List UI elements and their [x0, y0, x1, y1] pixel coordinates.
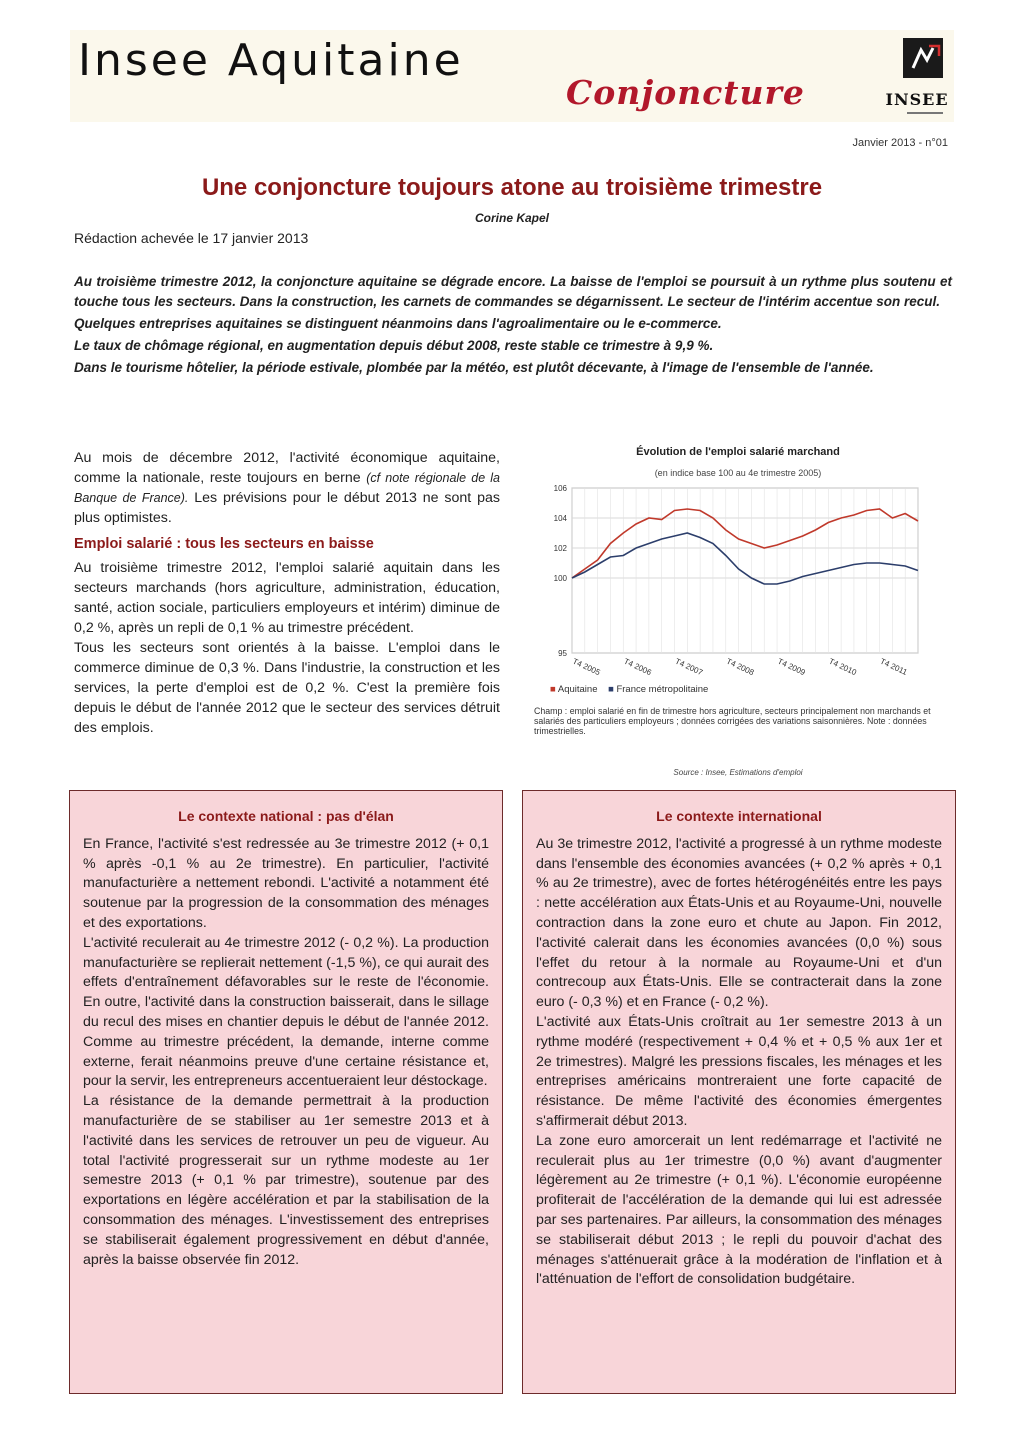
- masthead: [70, 30, 954, 122]
- international-paragraph: Au 3e trimestre 2012, l'activité a progressé à un rythme modeste dans l'ensemble des économies avancées (+ 0,2 % après + 0,1 % au 2e trimestre), avec de fortes hétérogénéités entre les pays : nette accélération aux États-Unis et au Royaume-Uni, nouvelle contraction dans la zone euro et chute au Japon. Fin 2012, l'activité calerait dans les économies avancées (0,0 %) sous l'effet du retour à la normale au Royaume-Uni et d'un contrecoup aux États-Unis. Elle se contracterait dans la zone euro (- 0,3 %) et en France (- 0,2 %).: [536, 835, 942, 1011]
- international-paragraph: L'activité aux États-Unis croîtrait au 1er semestre 2013 à un rythme modéré (respectivement + 0,4 % et + 0,5 % aux 1er et 2e trimestres). Malgré les pressions fiscales, les ménages et les entreprises américains montreraient une forte capacité de résistance. De même l'activité des économies émergentes s'affirmerait début 2013.: [536, 1013, 942, 1129]
- y-tick-label: 102: [553, 544, 567, 553]
- chart-plot: [530, 478, 946, 683]
- international-context-title: Le contexte international: [656, 808, 822, 824]
- article-abstract: [74, 272, 952, 380]
- redaction-date: Rédaction achevée le 17 janvier 2013: [74, 230, 309, 246]
- x-tick-label: T4 2008: [724, 656, 756, 678]
- legend-france-label: France métropolitaine: [616, 684, 709, 695]
- chart-title: Évolution de l'emploi salarié marchand: [636, 446, 840, 458]
- section-paragraph: Au troisième trimestre 2012, l'emploi salarié aquitain dans les secteurs marchands (hors agriculture, administration, éducation, santé, action sociale, particuliers employeurs et intérim) diminue de 0,2 %, après un repli de 0,1 % au trimestre précédent.: [74, 560, 500, 636]
- intro-text: Au mois de décembre 2012, l'activité économique aquitaine, comme la nationale, reste toujours en berne: [74, 450, 500, 486]
- intro-paragraph: [74, 448, 500, 528]
- brand-title: Insee Aquitaine: [78, 35, 464, 86]
- insee-logo: [885, 36, 949, 120]
- x-tick-label: T4 2006: [622, 656, 653, 678]
- abstract-paragraph: Quelques entreprises aquitaines se distinguent néanmoins dans l'agroalimentaire ou le e-commerce.: [74, 316, 722, 331]
- x-tick-label: T4 2011: [878, 656, 909, 677]
- international-context-box: [522, 790, 956, 1394]
- intro-note: (cf note régionale de la Banque de France).: [74, 471, 501, 505]
- intro-end: Les prévisions pour le début 2013 ne sont pas plus optimistes.: [74, 490, 500, 526]
- y-tick-label: 106: [553, 484, 567, 493]
- national-paragraph: La résistance de la demande permettrait à la production manufacturière de se stabiliser au 1er semestre 2013 et à l'activité dans les services de retrouver un peu de vigueur. Au total l'activité progresserait sur un rythme modeste au 1er semestre 2013 (+ 0,1 % par trimestre), soutenue par des exportations en légère accélération et par la stabilisation de la consommation des ménages. L'investissement des entreprises se stabiliserait également progressivement en début d'année, après la baisse observée fin 2012.: [83, 1093, 489, 1268]
- x-tick-label: T4 2010: [827, 656, 858, 678]
- insee-logo-text: INSEE: [885, 90, 949, 109]
- section-heading: Emploi salarié : tous les secteurs en baisse: [74, 536, 374, 552]
- plot-area: [572, 488, 918, 653]
- national-context-box: [69, 790, 503, 1394]
- national-paragraph: En France, l'activité s'est redressée au 3e trimestre 2012 (+ 0,1 % après -0,1 % au 2e trimestre). En particulier, l'activité manufacturière a nettement rebondi. L'activité a notamment été soutenue par la progression de la consommation des ménages et des exportations.: [83, 835, 489, 931]
- left-column: [74, 448, 500, 738]
- x-tick-label: T4 2005: [571, 656, 602, 678]
- article-title: Une conjoncture toujours atone au troisième trimestre: [201, 174, 823, 201]
- legend-aquitaine-label: Aquitaine: [557, 684, 598, 695]
- y-tick-label: 100: [553, 574, 567, 583]
- issue-number: Janvier 2013 - n°01: [852, 137, 948, 149]
- logo-underline: [907, 112, 943, 114]
- chart-legend: [550, 684, 708, 695]
- national-context-title: Le contexte national : pas d'élan: [178, 808, 394, 824]
- y-tick-label: 104: [553, 514, 567, 523]
- chart-subtitle: (en indice base 100 au 4e trimestre 2005): [654, 468, 822, 478]
- article-author: Corine Kapel: [474, 211, 549, 225]
- x-tick-label: T4 2009: [776, 656, 807, 678]
- y-tick-label: 95: [558, 649, 567, 658]
- employment-chart: [530, 440, 946, 777]
- insee-logo-icon: [903, 38, 943, 78]
- abstract-paragraph: Le taux de chômage régional, en augmentation depuis début 2008, reste stable ce trimestre à 9,9 %.: [74, 338, 714, 353]
- legend-france-marker: ■: [608, 684, 614, 695]
- chart-note: Champ : emploi salarié en fin de trimestre hors agriculture, secteurs principalement non marchands et salariés des particuliers employeurs ; données corrigées des variations saisonnières. Note : données trimestrielles.: [534, 706, 931, 736]
- section-paragraph: Tous les secteurs sont orientés à la baisse. L'emploi dans le commerce diminue de 0,3 %. Dans l'industrie, la construction et les services, la perte d'emploi est de 0,2 %. C'est la première fois depuis le début de l'année 2012 que le secteur des services détruit des emplois.: [74, 640, 500, 736]
- x-tick-label: T4 2007: [673, 656, 705, 678]
- abstract-paragraph: Au troisième trimestre 2012, la conjoncture aquitaine se dégrade encore. La baisse de l'emploi se poursuit à un rythme plus soutenu et touche tous les secteurs. Dans la construction, les carnets de commandes se dégarnissent. Le secteur de l'intérim accentue son recul.: [74, 274, 952, 309]
- international-paragraph: La zone euro amorcerait un lent redémarrage et l'activité ne reculerait plus au 1er trimestre (0,0 %) avant d'augmenter légèrement au 2e trimestre (+ 0,1 %). L'économie européenne profiterait de l'accélération de la demande qui lui est adressée par ses partenaires. Par ailleurs, la consommation des ménages se stabiliserait début 2013 ; le repli du pouvoir d'achat des ménages s'atténuerait grâce à la modération de l'inflation et à l'atténuation de l'effort de consolidation budgétaire.: [536, 1132, 942, 1288]
- legend-aquitaine-marker: ■: [550, 684, 556, 695]
- national-paragraph: L'activité reculerait au 4e trimestre 2012 (- 0,2 %). La production manufacturière se replierait nettement (-1,5 %), ce qui aurait des effets d'entraînement défavorables sur le reste de l'économie. En outre, l'activité dans la construction baisserait, dans le sillage du recul des mises en chantier depuis le début de l'année 2012. Comme au trimestre précédent, la demande, interne comme externe, ferait néanmoins preuve d'une certaine résistance et, pour la servir, les entrepreneurs accentueraient leur déstockage.: [83, 934, 489, 1090]
- abstract-paragraph: Dans le tourisme hôtelier, la période estivale, plombée par la météo, est plutôt décevante, à l'image de l'ensemble de l'année.: [74, 360, 874, 375]
- brand-subtitle: Conjoncture: [566, 73, 805, 112]
- chart-source: Source : Insee, Estimations d'emploi: [673, 768, 803, 777]
